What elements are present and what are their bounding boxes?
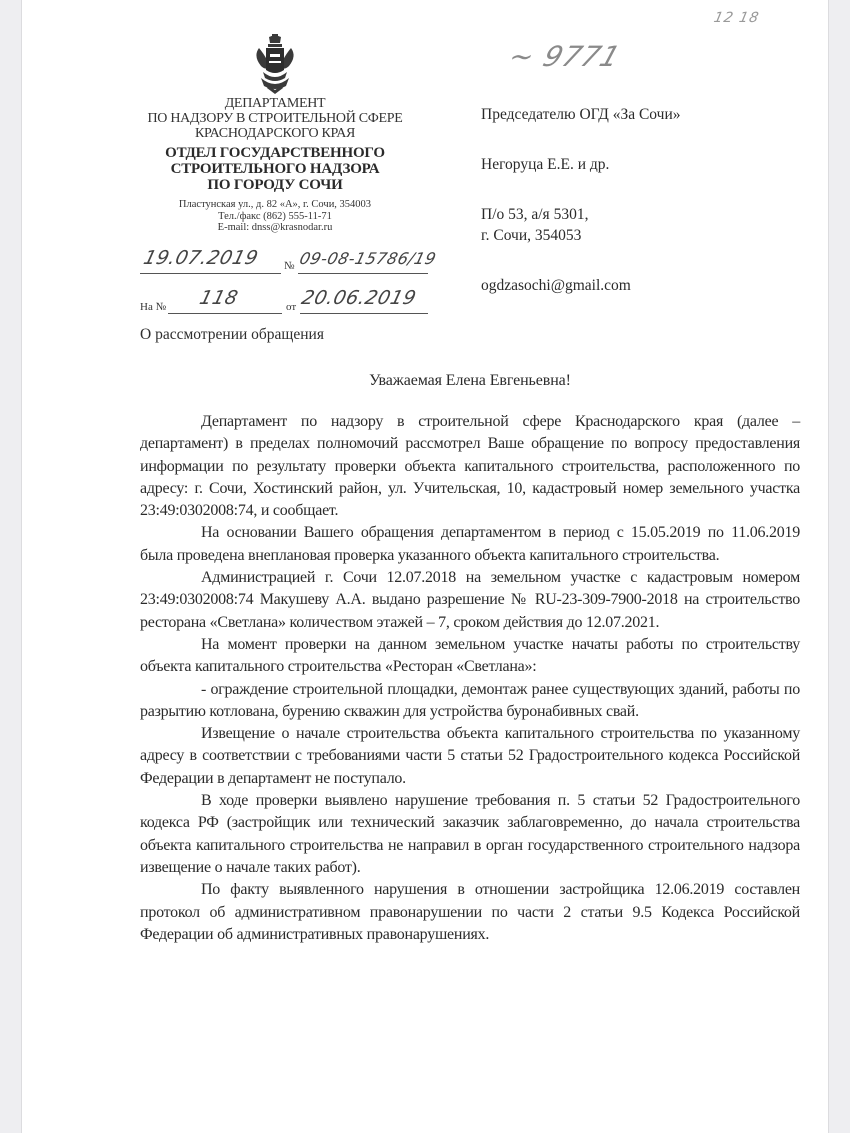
department-line: ПО НАДЗОРУ В СТРОИТЕЛЬНОЙ СФЕРЕ	[147, 111, 403, 126]
letter-subject: О рассмотрении обращения	[140, 326, 324, 343]
number-label: №	[284, 260, 295, 272]
office-line: ПО ГОРОДУ СОЧИ	[207, 177, 343, 193]
viewer-right-margin	[828, 0, 850, 1133]
recipient-email: ogdzasochi@gmail.com	[481, 277, 631, 294]
office-name	[130, 145, 420, 193]
letter-body	[140, 411, 800, 946]
body-paragraph: Департамент по надзору в строительной сфере Краснодарского края (далее – департамент) в пределах полномочий рассмотрел Ваше обращение по вопросу предоставления информации по результату проверки объекта капитального строительства, расположенного по адресу: г. Сочи, Хостинский район, ул. Учительская, 10, кадастровый номер земельного участка 23:49:0302008:74, и сообщает.	[140, 413, 800, 520]
body-paragraph: В ходе проверки выявлено нарушение требования п. 5 статьи 52 Градостроительного кодекса РФ (застройщик или технический заказчик заблаговременно, до начала строительства объекта капитального строительства не направил в орган государственного строительного надзора извещение о начале таких работ).	[140, 792, 800, 876]
coat-of-arms-icon	[253, 32, 297, 96]
recipient-city: г. Сочи, 354053	[481, 227, 582, 244]
reply-to-date: 20.06.2019	[299, 287, 419, 309]
reply-to-label: На №	[140, 301, 167, 313]
recipient-block	[481, 104, 801, 296]
body-paragraph: Администрацией г. Сочи 12.07.2018 на земельном участке с кадастровым номером 23:49:0302008:74 Макушеву А.А. выдано разрешение № RU-23-309-7900-2018 на строительство ресторана «Светлана» количеством этажей – 7, сроком действия до 12.07.2021.	[140, 569, 800, 631]
office-address: Пластунская ул., д. 82 «А», г. Сочи, 354003	[178, 199, 372, 210]
outgoing-registration	[140, 245, 439, 275]
outgoing-date: 19.07.2019	[141, 247, 261, 269]
recipient-po-box: П/о 53, а/я 5301,	[481, 206, 589, 223]
body-paragraph: На основании Вашего обращения департаментом в период с 15.05.2019 по 11.06.2019 была проведена внеплановая проверка указанного объекта капитального строительства.	[140, 524, 800, 564]
reply-to-number: 118	[197, 287, 241, 309]
department-name	[130, 96, 420, 141]
handwritten-incoming-number: ~ 9771	[504, 40, 625, 73]
recipient-title: Председателю ОГД «За Сочи»	[481, 106, 681, 123]
letterhead	[130, 96, 420, 234]
office-line: СТРОИТЕЛЬНОГО НАДЗОРА	[170, 161, 380, 177]
office-line: ОТДЕЛ ГОСУДАРСТВЕННОГО	[165, 145, 385, 161]
department-line: КРАСНОДАРСКОГО КРАЯ	[194, 126, 356, 141]
from-label: от	[286, 301, 297, 313]
viewer-left-margin	[0, 0, 22, 1133]
department-line: ДЕПАРТАМЕНТ	[224, 96, 326, 111]
contact-block	[130, 199, 420, 234]
body-paragraph: - ограждение строительной площадки, демонтаж ранее существующих зданий, работы по разрытию котлована, бурению скважин для устройства буронабивных свай.	[140, 680, 800, 720]
body-paragraph: По факту выявленного нарушения в отношении застройщика 12.06.2019 составлен протокол об административном правонарушении по части 2 статьи 9.5 Кодекса Российской Федерации об административных правонарушениях.	[140, 881, 800, 943]
reply-registration	[140, 285, 430, 315]
body-paragraph: На момент проверки на данном земельном участке начаты работы по строительству объекта капитального строительства «Ресторан «Светлана»:	[140, 635, 800, 676]
outgoing-number: 09-08-15786/19	[297, 249, 439, 268]
body-paragraph: Извещение о начале строительства объекта капитального строительства по указанному адресу в соответствии с требованиями части 5 статьи 52 Градостроительного кодекса Российской Федерации в департамент не поступало.	[140, 725, 800, 787]
handwritten-page-ref: 12 18	[712, 10, 761, 26]
recipient-name: Негоруца Е.Е. и др.	[481, 156, 610, 173]
office-email: E-mail: dnss@krasnodar.ru	[217, 222, 333, 233]
office-phone: Тел./факс (862) 555-11-71	[218, 210, 332, 222]
greeting: Уважаемая Елена Евгеньевна!	[369, 372, 571, 389]
